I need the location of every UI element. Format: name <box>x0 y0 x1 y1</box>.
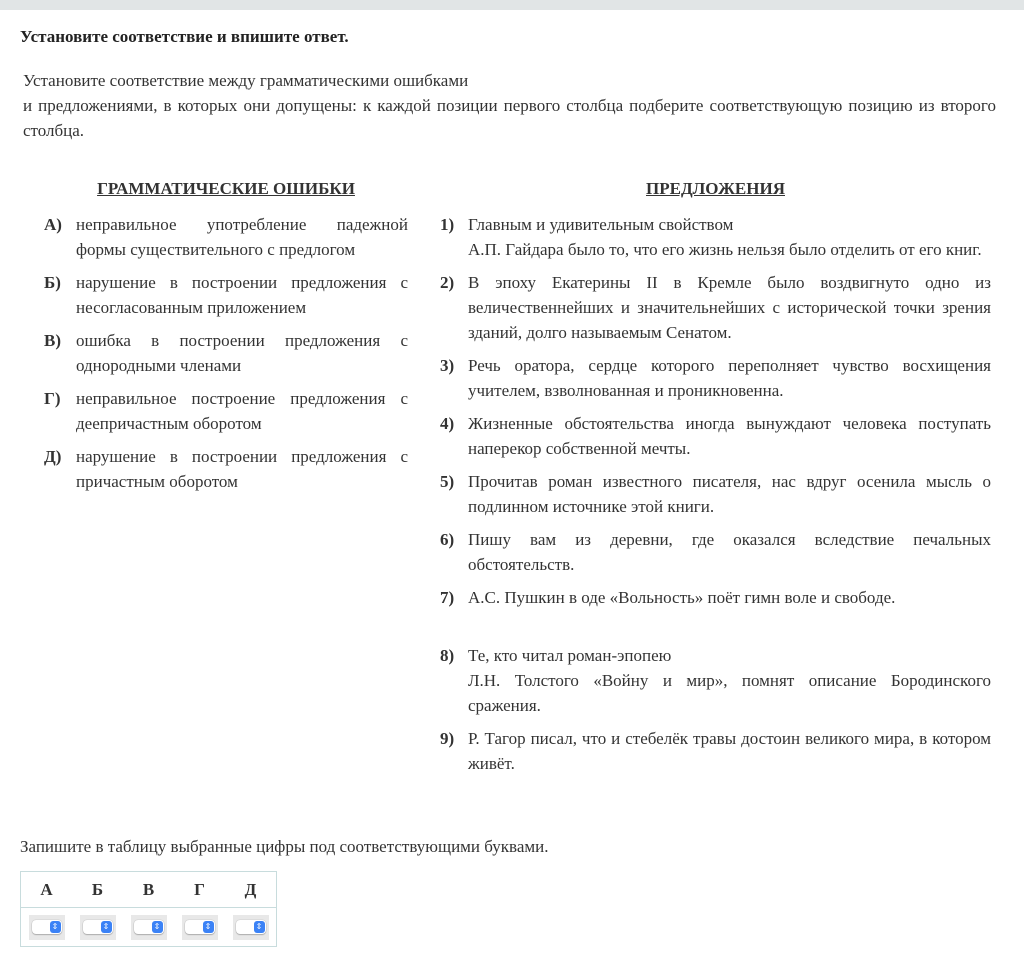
item-text <box>468 643 991 718</box>
item-marker: В) <box>44 331 61 350</box>
item-marker: 5) <box>440 472 455 491</box>
sentence-item-2 <box>440 270 991 345</box>
sentences-heading: ПРЕДЛОЖЕНИЯ <box>646 179 785 198</box>
sentence-item-9 <box>440 726 991 776</box>
sentence-item-4 <box>440 411 991 461</box>
column-header-g: Г <box>174 872 225 908</box>
item-text: В эпоху Екатерины II в Кремле было воздвигнуто одно из величественнейших и значительнейших с исторической точки зрения зданий, долго называемым Сенатом. <box>468 273 991 342</box>
item-marker: 7) <box>440 588 455 607</box>
item-text: Жизненные обстоятельства иногда вынуждают человека поступать наперекор собственной мечты. <box>468 414 991 458</box>
errors-column <box>44 178 408 502</box>
answer-table <box>20 871 277 947</box>
answer-select-row <box>21 908 277 947</box>
answer-prompt: Запишите в таблицу выбранные цифры под соответствующими буквами. <box>20 837 549 856</box>
item-text: Пишу вам из деревни, где оказался вследствие печальных обстоятельств. <box>468 530 991 574</box>
item-marker: 2) <box>440 273 455 292</box>
item-text: Речь оратора, сердце которого переполняет чувство восхищения учителем, взволнованная и проникновенна. <box>468 356 991 400</box>
item-text: Р. Тагор писал, что и стебелёк травы достоин великого мира, в котором живёт. <box>468 729 991 773</box>
item-text: нарушение в построении предложения с причастным оборотом <box>76 447 408 491</box>
sentence-item-3 <box>440 353 991 403</box>
answer-select-a[interactable] <box>32 920 62 934</box>
item-marker: Б) <box>44 273 61 292</box>
sentence-item-1 <box>440 212 991 262</box>
item-text: Прочитав роман известного писателя, нас вдруг осенила мысль о подлинном источнике этой книги. <box>468 472 991 516</box>
item-text: нарушение в построении предложения с несогласованным приложением <box>76 273 408 317</box>
updown-chevron-icon: ⇕ <box>152 921 163 933</box>
select-cell-v <box>131 915 167 940</box>
column-header-a: А <box>21 872 73 908</box>
sentence-item-5 <box>440 469 991 519</box>
item-marker: 9) <box>440 729 455 748</box>
sentence-item-8 <box>440 643 991 718</box>
item-marker: 6) <box>440 530 455 549</box>
column-header-d: Д <box>225 872 277 908</box>
item-text: А.С. Пушкин в оде «Вольность» поёт гимн воле и свободе. <box>468 588 896 607</box>
item-text-rest: Л.Н. Толстого «Войну и мир», помнят описание Бородинского сражения. <box>468 671 991 715</box>
error-item-b <box>44 270 408 320</box>
task-title: Установите соответствие и впишите ответ. <box>20 27 349 46</box>
instructions-line-2: и предложениями, в которых они допущены: к каждой позиции первого столбца подберите соответствующую позицию из второго столбца. <box>23 96 996 140</box>
item-marker: А) <box>44 215 62 234</box>
item-marker: 3) <box>440 356 455 375</box>
instructions-line-1: Установите соответствие между грамматическими ошибками <box>23 71 469 90</box>
task-instructions <box>23 68 996 143</box>
answer-header-row <box>21 872 277 908</box>
item-text-line1: Главным и удивительным свойством <box>468 215 734 234</box>
item-marker: 1) <box>440 215 455 234</box>
updown-chevron-icon: ⇕ <box>203 921 214 933</box>
select-cell-d <box>233 915 269 940</box>
sentences-column <box>440 178 991 784</box>
errors-heading: ГРАММАТИЧЕСКИЕ ОШИБКИ <box>97 179 355 198</box>
answer-select-d[interactable] <box>236 920 266 934</box>
answer-select-v[interactable] <box>134 920 164 934</box>
sentence-item-7 <box>440 585 991 610</box>
updown-chevron-icon: ⇕ <box>50 921 61 933</box>
answer-select-b[interactable] <box>83 920 113 934</box>
select-cell-b <box>80 915 116 940</box>
sentence-item-6 <box>440 527 991 577</box>
error-item-v <box>44 328 408 378</box>
updown-chevron-icon: ⇕ <box>101 921 112 933</box>
error-item-g <box>44 386 408 436</box>
item-text: неправильное употребление падежной формы существительного с предлогом <box>76 215 408 259</box>
item-text: неправильное построение предложения с деепричастным оборотом <box>76 389 408 433</box>
column-header-v: В <box>123 872 174 908</box>
error-item-a <box>44 212 408 262</box>
item-marker: 4) <box>440 414 455 433</box>
item-text: ошибка в построении предложения с однородными членами <box>76 331 408 375</box>
select-cell-a <box>29 915 65 940</box>
error-item-d <box>44 444 408 494</box>
item-text-line1: Те, кто читал роман-эпопею <box>468 646 672 665</box>
column-header-b: Б <box>72 872 123 908</box>
item-marker: 8) <box>440 646 455 665</box>
item-text-rest: А.П. Гайдара было то, что его жизнь нельзя было отделить от его книг. <box>468 240 982 259</box>
item-text <box>468 212 991 262</box>
select-cell-g <box>182 915 218 940</box>
item-marker: Д) <box>44 447 62 466</box>
item-marker: Г) <box>44 389 61 408</box>
answer-select-g[interactable] <box>185 920 215 934</box>
top-bar <box>0 0 1024 10</box>
updown-chevron-icon: ⇕ <box>254 921 265 933</box>
